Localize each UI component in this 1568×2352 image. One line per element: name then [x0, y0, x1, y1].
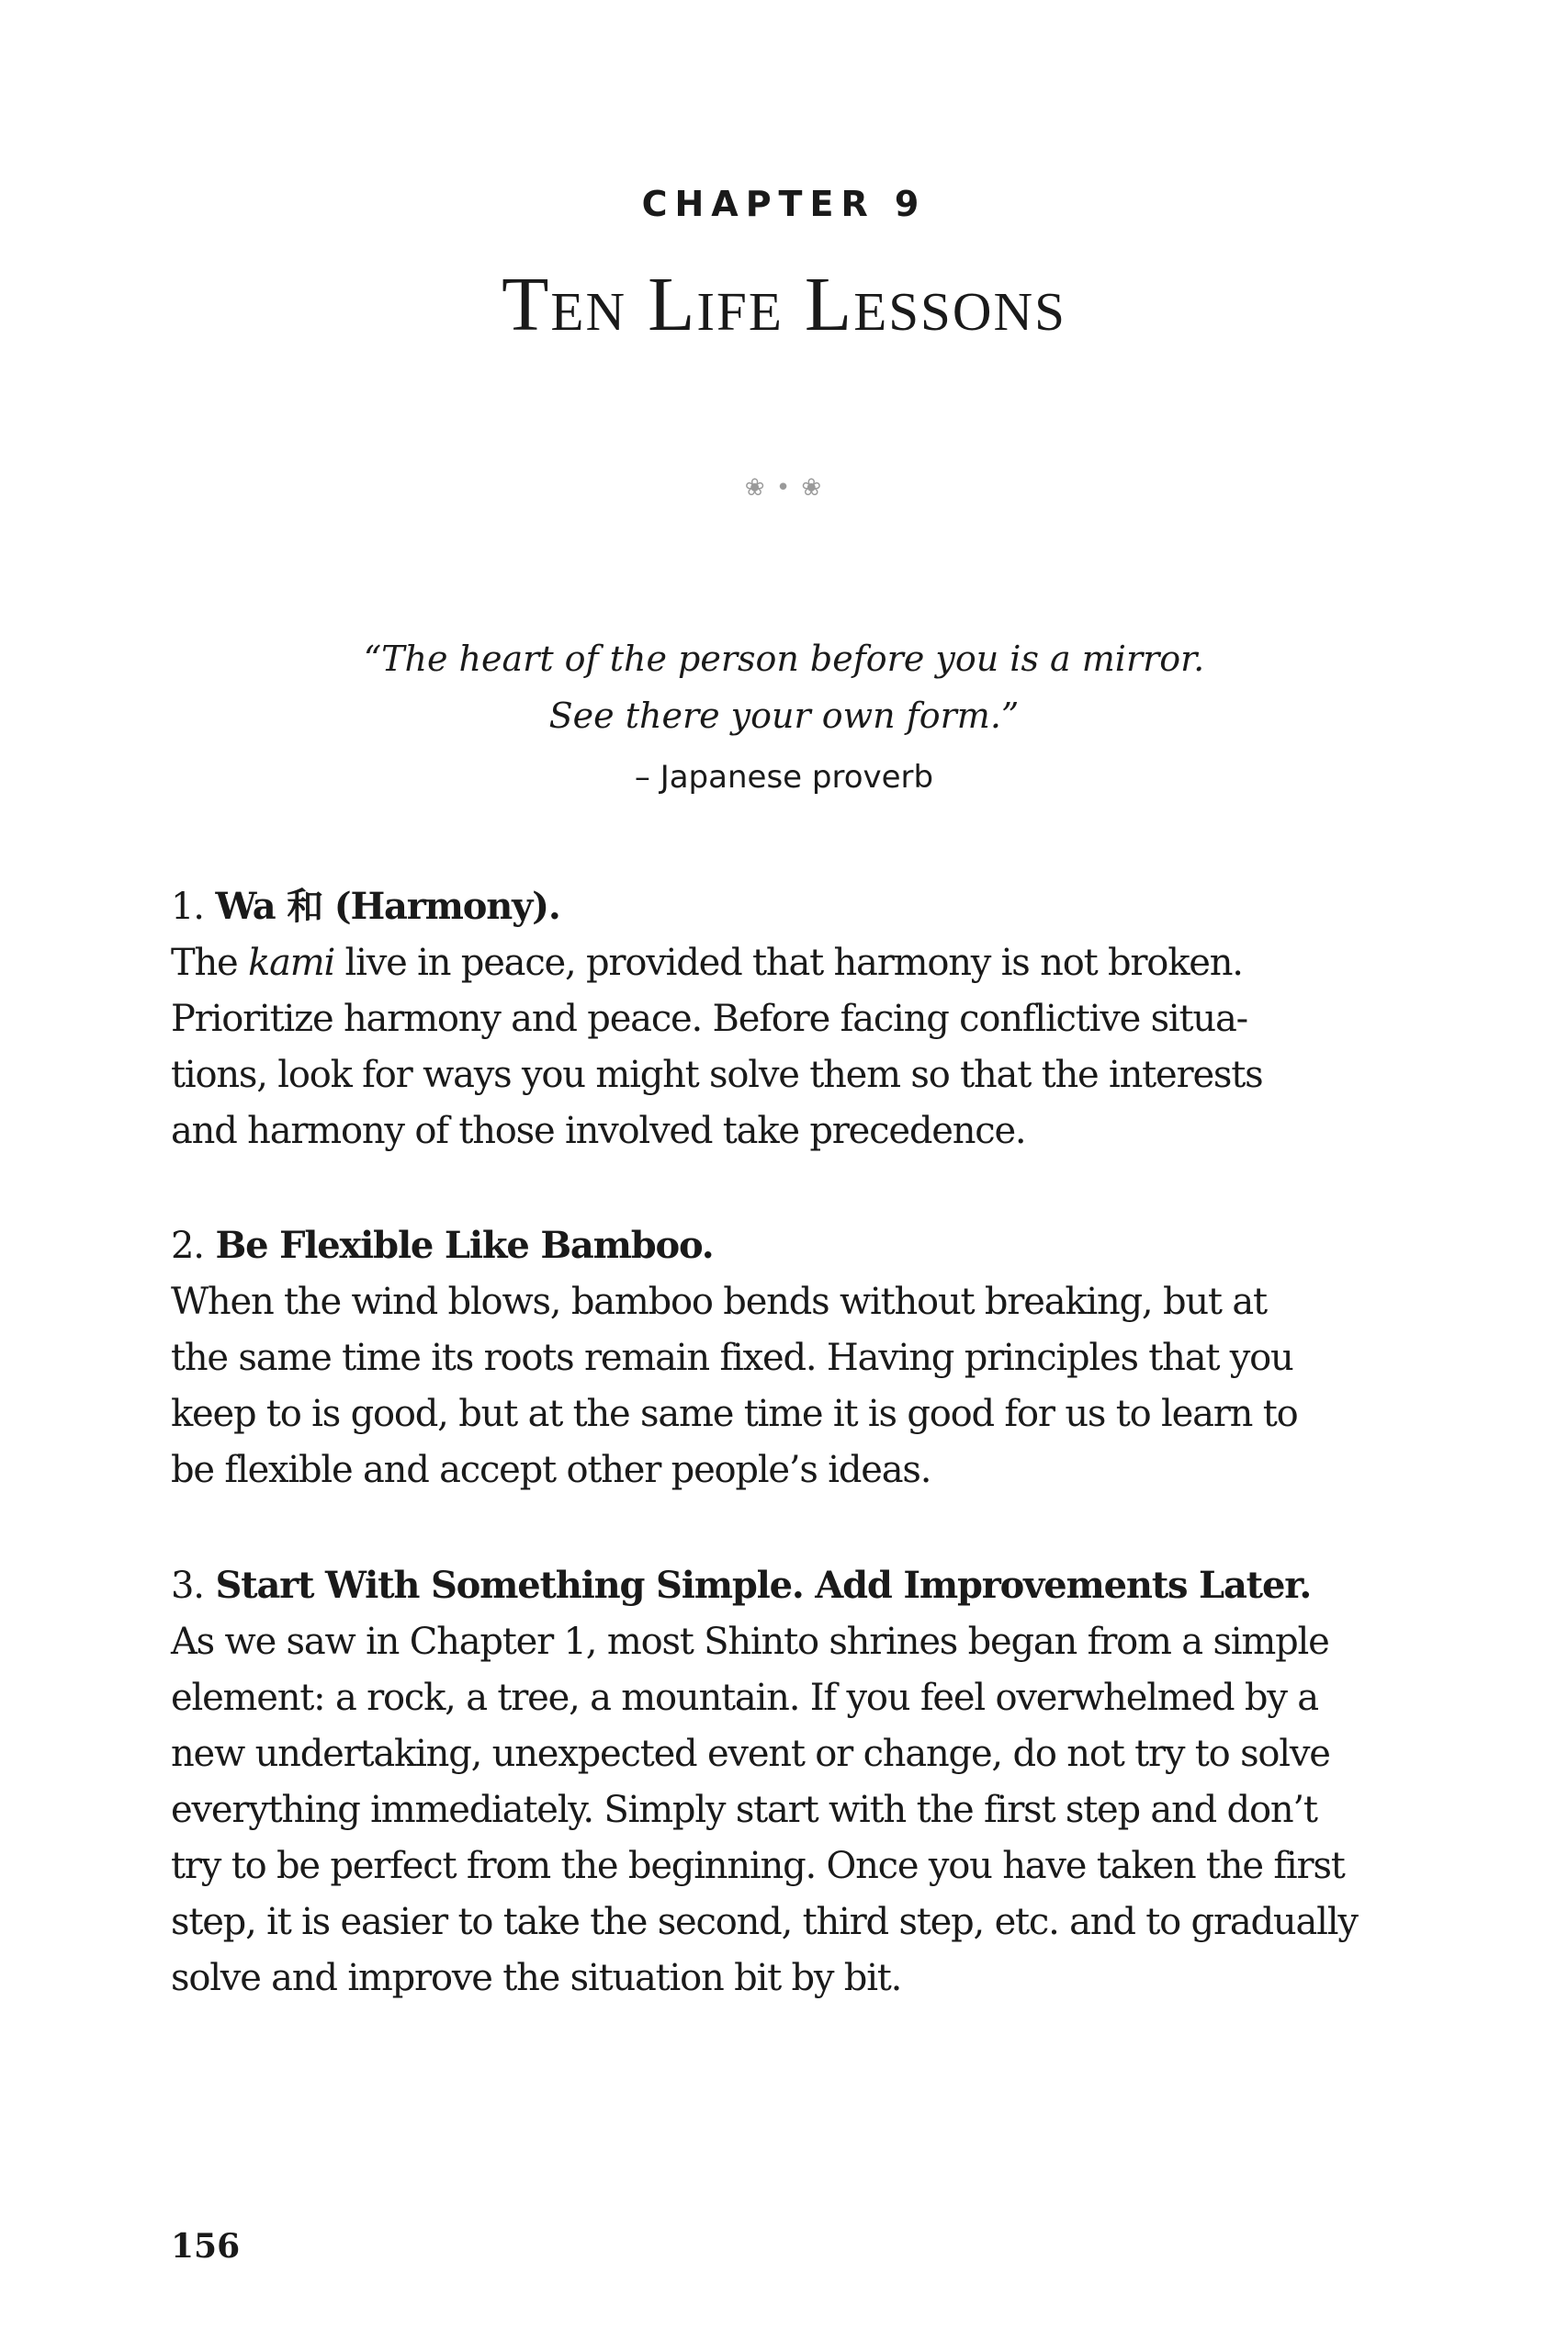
lesson-body-line: new undertaking, unexpected event or change, do not try to solve [171, 1733, 1330, 1775]
lesson-body-line: When the wind blows, bamboo bends without breaking, but at [171, 1281, 1267, 1323]
epigraph-quote [0, 630, 1568, 744]
epigraph-attribution: – Japanese proverb [634, 759, 934, 796]
page-number: 156 [171, 2227, 241, 2266]
lesson-heading [171, 878, 1402, 935]
lesson-number: 1. [171, 886, 204, 928]
lesson-title: Start With Something Simple. Add Improvements Later. [215, 1564, 1312, 1607]
lesson-number: 3. [171, 1565, 204, 1607]
lesson-body-line: and harmony of those involved take precedence. [171, 1110, 1026, 1152]
ornament-divider: ❀ • ❀ [744, 474, 824, 502]
lesson-heading [171, 1217, 1402, 1274]
epigraph-line: See there your own form.” [548, 695, 1020, 736]
lesson-body [171, 935, 1402, 1159]
lesson-title: Wa 和 (Harmony). [215, 885, 560, 928]
lesson-body-line: keep to is good, but at the same time it is good for us to learn to [171, 1393, 1298, 1435]
lesson-item [171, 1557, 1402, 2007]
lesson-item [171, 878, 1402, 1159]
lesson-body-line: As we saw in Chapter 1, most Shinto shrines began from a simple [171, 1621, 1329, 1663]
lesson-body-line: be flexible and accept other people’s ideas. [171, 1449, 931, 1491]
lesson-body [171, 1274, 1402, 1498]
chapter-label: CHAPTER 9 [641, 184, 927, 224]
lesson-body-line: element: a rock, a tree, a mountain. If you feel overwhelmed by a [171, 1677, 1318, 1719]
lesson-title: Be Flexible Like Bamboo. [215, 1224, 714, 1267]
lesson-heading [171, 1557, 1402, 1614]
lesson-item [171, 1217, 1402, 1498]
lesson-body-line: tions, look for ways you might solve them so that the interests [171, 1054, 1263, 1096]
italic-term: kami [248, 942, 335, 984]
lesson-body-line: try to be perfect from the beginning. Once you have taken the first [171, 1845, 1345, 1887]
lesson-body-line: the same time its roots remain fixed. Having principles that you [171, 1337, 1293, 1379]
chapter-title: Ten Life Lessons [502, 262, 1066, 347]
lesson-body-line: The kami live in peace, provided that harmony is not broken. [171, 942, 1243, 984]
lesson-body [171, 1614, 1402, 2007]
epigraph-line: “The heart of the person before you is a mirror. [363, 639, 1205, 679]
lesson-body-line: solve and improve the situation bit by bit. [171, 1957, 902, 1999]
lesson-body-line: step, it is easier to take the second, third step, etc. and to gradually [171, 1901, 1358, 1943]
lesson-number: 2. [171, 1225, 204, 1267]
lesson-body-line: everything immediately. Simply start with the first step and don’t [171, 1789, 1317, 1831]
lesson-body-line: Prioritize harmony and peace. Before facing conflictive situa- [171, 998, 1247, 1040]
